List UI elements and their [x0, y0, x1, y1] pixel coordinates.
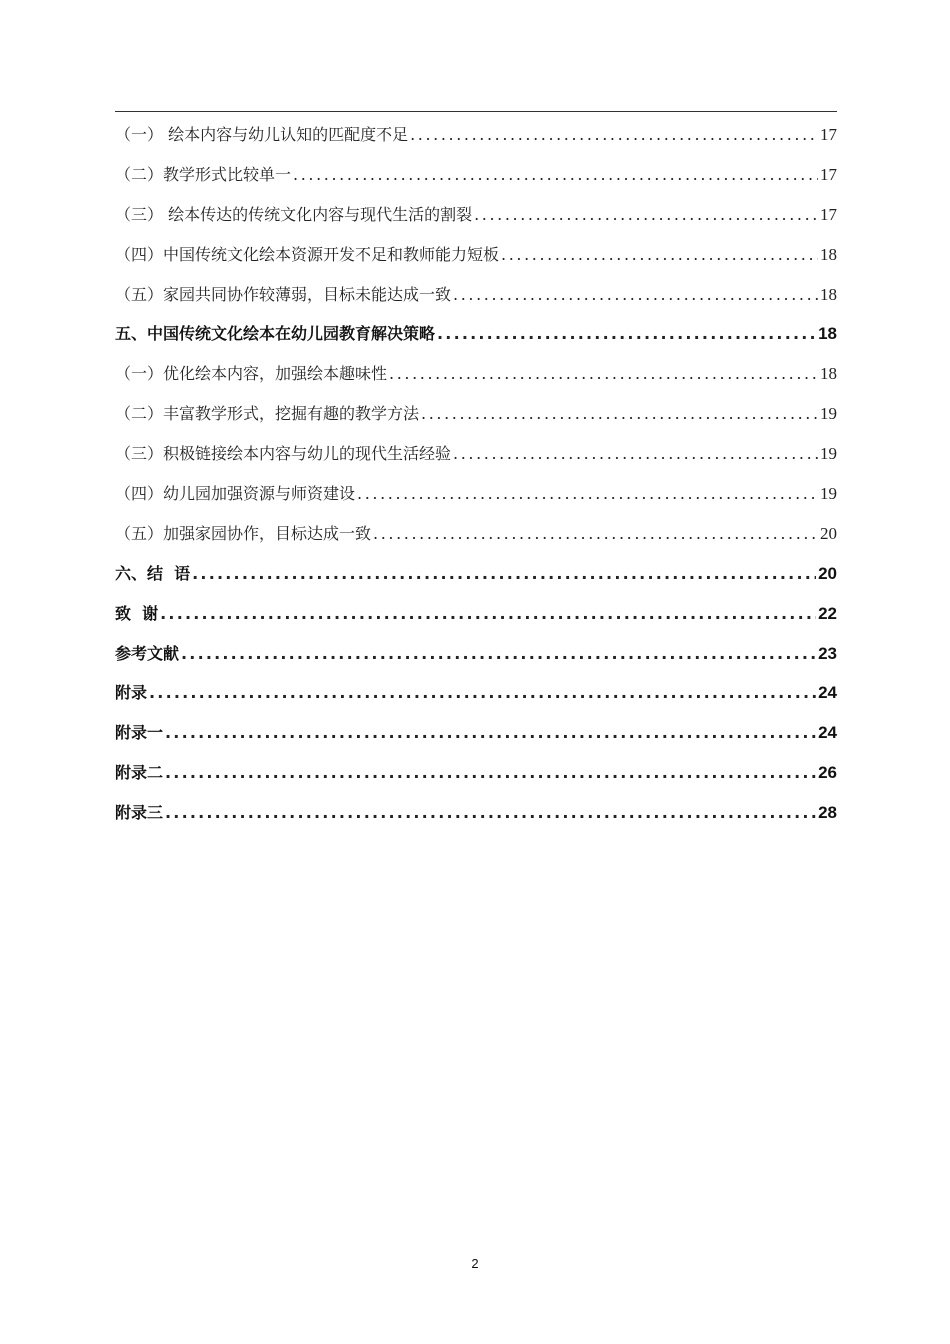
dot-leader — [192, 554, 816, 594]
toc-entry[interactable] — [115, 514, 837, 554]
toc-entry-label: （四）中国传统文化绘本资源开发不足和教师能力短板 — [115, 244, 500, 264]
toc-entry-label: （二）教学形式比较单一 — [115, 164, 292, 184]
dot-leader — [357, 474, 818, 514]
dot-leader — [373, 514, 818, 554]
dot-leader — [165, 713, 816, 753]
toc-entry-page: 26 — [818, 763, 837, 783]
dot-leader — [149, 673, 816, 713]
toc-entry[interactable] — [115, 235, 837, 275]
toc-entry-label: 致 谢 — [115, 603, 159, 623]
dot-leader — [165, 793, 816, 833]
toc-section-heading[interactable] — [115, 793, 837, 833]
toc-entry-label: （三）积极链接绘本内容与幼儿的现代生活经验 — [115, 444, 452, 464]
toc-section-heading[interactable] — [115, 713, 837, 753]
toc-entry-page: 23 — [818, 643, 837, 663]
toc-entry-label: （五）加强家园协作，目标达成一致 — [115, 523, 372, 543]
toc-entry[interactable] — [115, 394, 837, 434]
toc-entry-label: （二）丰富教学形式，挖掘有趣的教学方法 — [115, 404, 420, 424]
dot-leader — [474, 195, 818, 235]
toc-entry[interactable] — [115, 474, 837, 514]
toc-entry[interactable] — [115, 195, 837, 235]
toc-entry-label: 附录二 — [115, 763, 164, 783]
dot-leader — [160, 594, 816, 634]
toc-entry-page: 20 — [818, 563, 837, 583]
toc-entry-label: （一）优化绘本内容，加强绘本趣味性 — [115, 364, 388, 384]
toc-entry-label: 六、结 语 — [115, 563, 191, 583]
toc-entry-page: 18 — [820, 284, 837, 304]
toc-entry-label: （四）幼儿园加强资源与师资建设 — [115, 484, 356, 504]
dot-leader — [501, 235, 818, 275]
toc-entry[interactable] — [115, 115, 837, 155]
toc-entry-page: 22 — [818, 603, 837, 623]
toc-entry[interactable] — [115, 434, 837, 474]
toc-entry-label: （三） 绘本传达的传统文化内容与现代生活的割裂 — [115, 204, 473, 224]
toc-entry-page: 19 — [820, 444, 837, 464]
toc-entry[interactable] — [115, 275, 837, 315]
toc-section-heading[interactable] — [115, 753, 837, 793]
toc-entry-page: 17 — [820, 204, 837, 224]
dot-leader — [437, 314, 816, 354]
dot-leader — [410, 115, 818, 155]
toc-entry-page: 19 — [820, 404, 837, 424]
toc-section-heading[interactable] — [115, 634, 837, 674]
dot-leader — [165, 753, 816, 793]
table-of-contents — [115, 115, 837, 833]
toc-section-heading[interactable] — [115, 673, 837, 713]
toc-entry-page: 17 — [820, 125, 837, 144]
toc-entry-page: 18 — [820, 244, 837, 264]
toc-section-heading[interactable] — [115, 594, 837, 634]
toc-entry-label: （一） 绘本内容与幼儿认知的匹配度不足 — [115, 125, 409, 144]
toc-entry-label: 附录一 — [115, 723, 164, 743]
dot-leader — [293, 155, 818, 195]
toc-entry[interactable] — [115, 155, 837, 195]
dot-leader — [181, 634, 816, 674]
toc-section-heading[interactable] — [115, 314, 837, 354]
toc-entry-page: 18 — [820, 364, 837, 384]
dot-leader — [453, 275, 818, 315]
toc-section-heading[interactable] — [115, 554, 837, 594]
toc-entry-page: 24 — [818, 683, 837, 703]
toc-entry-page: 28 — [818, 803, 837, 823]
dot-leader — [453, 434, 818, 474]
toc-entry-page: 20 — [820, 523, 837, 543]
toc-entry-page: 18 — [818, 324, 837, 344]
dot-leader — [421, 394, 818, 434]
toc-entry[interactable] — [115, 354, 837, 394]
toc-entry-label: 附录 — [115, 683, 148, 703]
dot-leader — [389, 354, 818, 394]
header-rule — [115, 111, 837, 112]
toc-entry-page: 17 — [820, 164, 837, 184]
toc-entry-label: （五）家园共同协作较薄弱，目标未能达成一致 — [115, 284, 452, 304]
toc-entry-label: 附录三 — [115, 803, 164, 823]
toc-entry-label: 参考文献 — [115, 643, 180, 663]
toc-entry-page: 24 — [818, 723, 837, 743]
page-number: 2 — [471, 1256, 479, 1271]
toc-entry-page: 19 — [820, 484, 837, 504]
toc-entry-label: 五、中国传统文化绘本在幼儿园教育解决策略 — [115, 324, 436, 344]
